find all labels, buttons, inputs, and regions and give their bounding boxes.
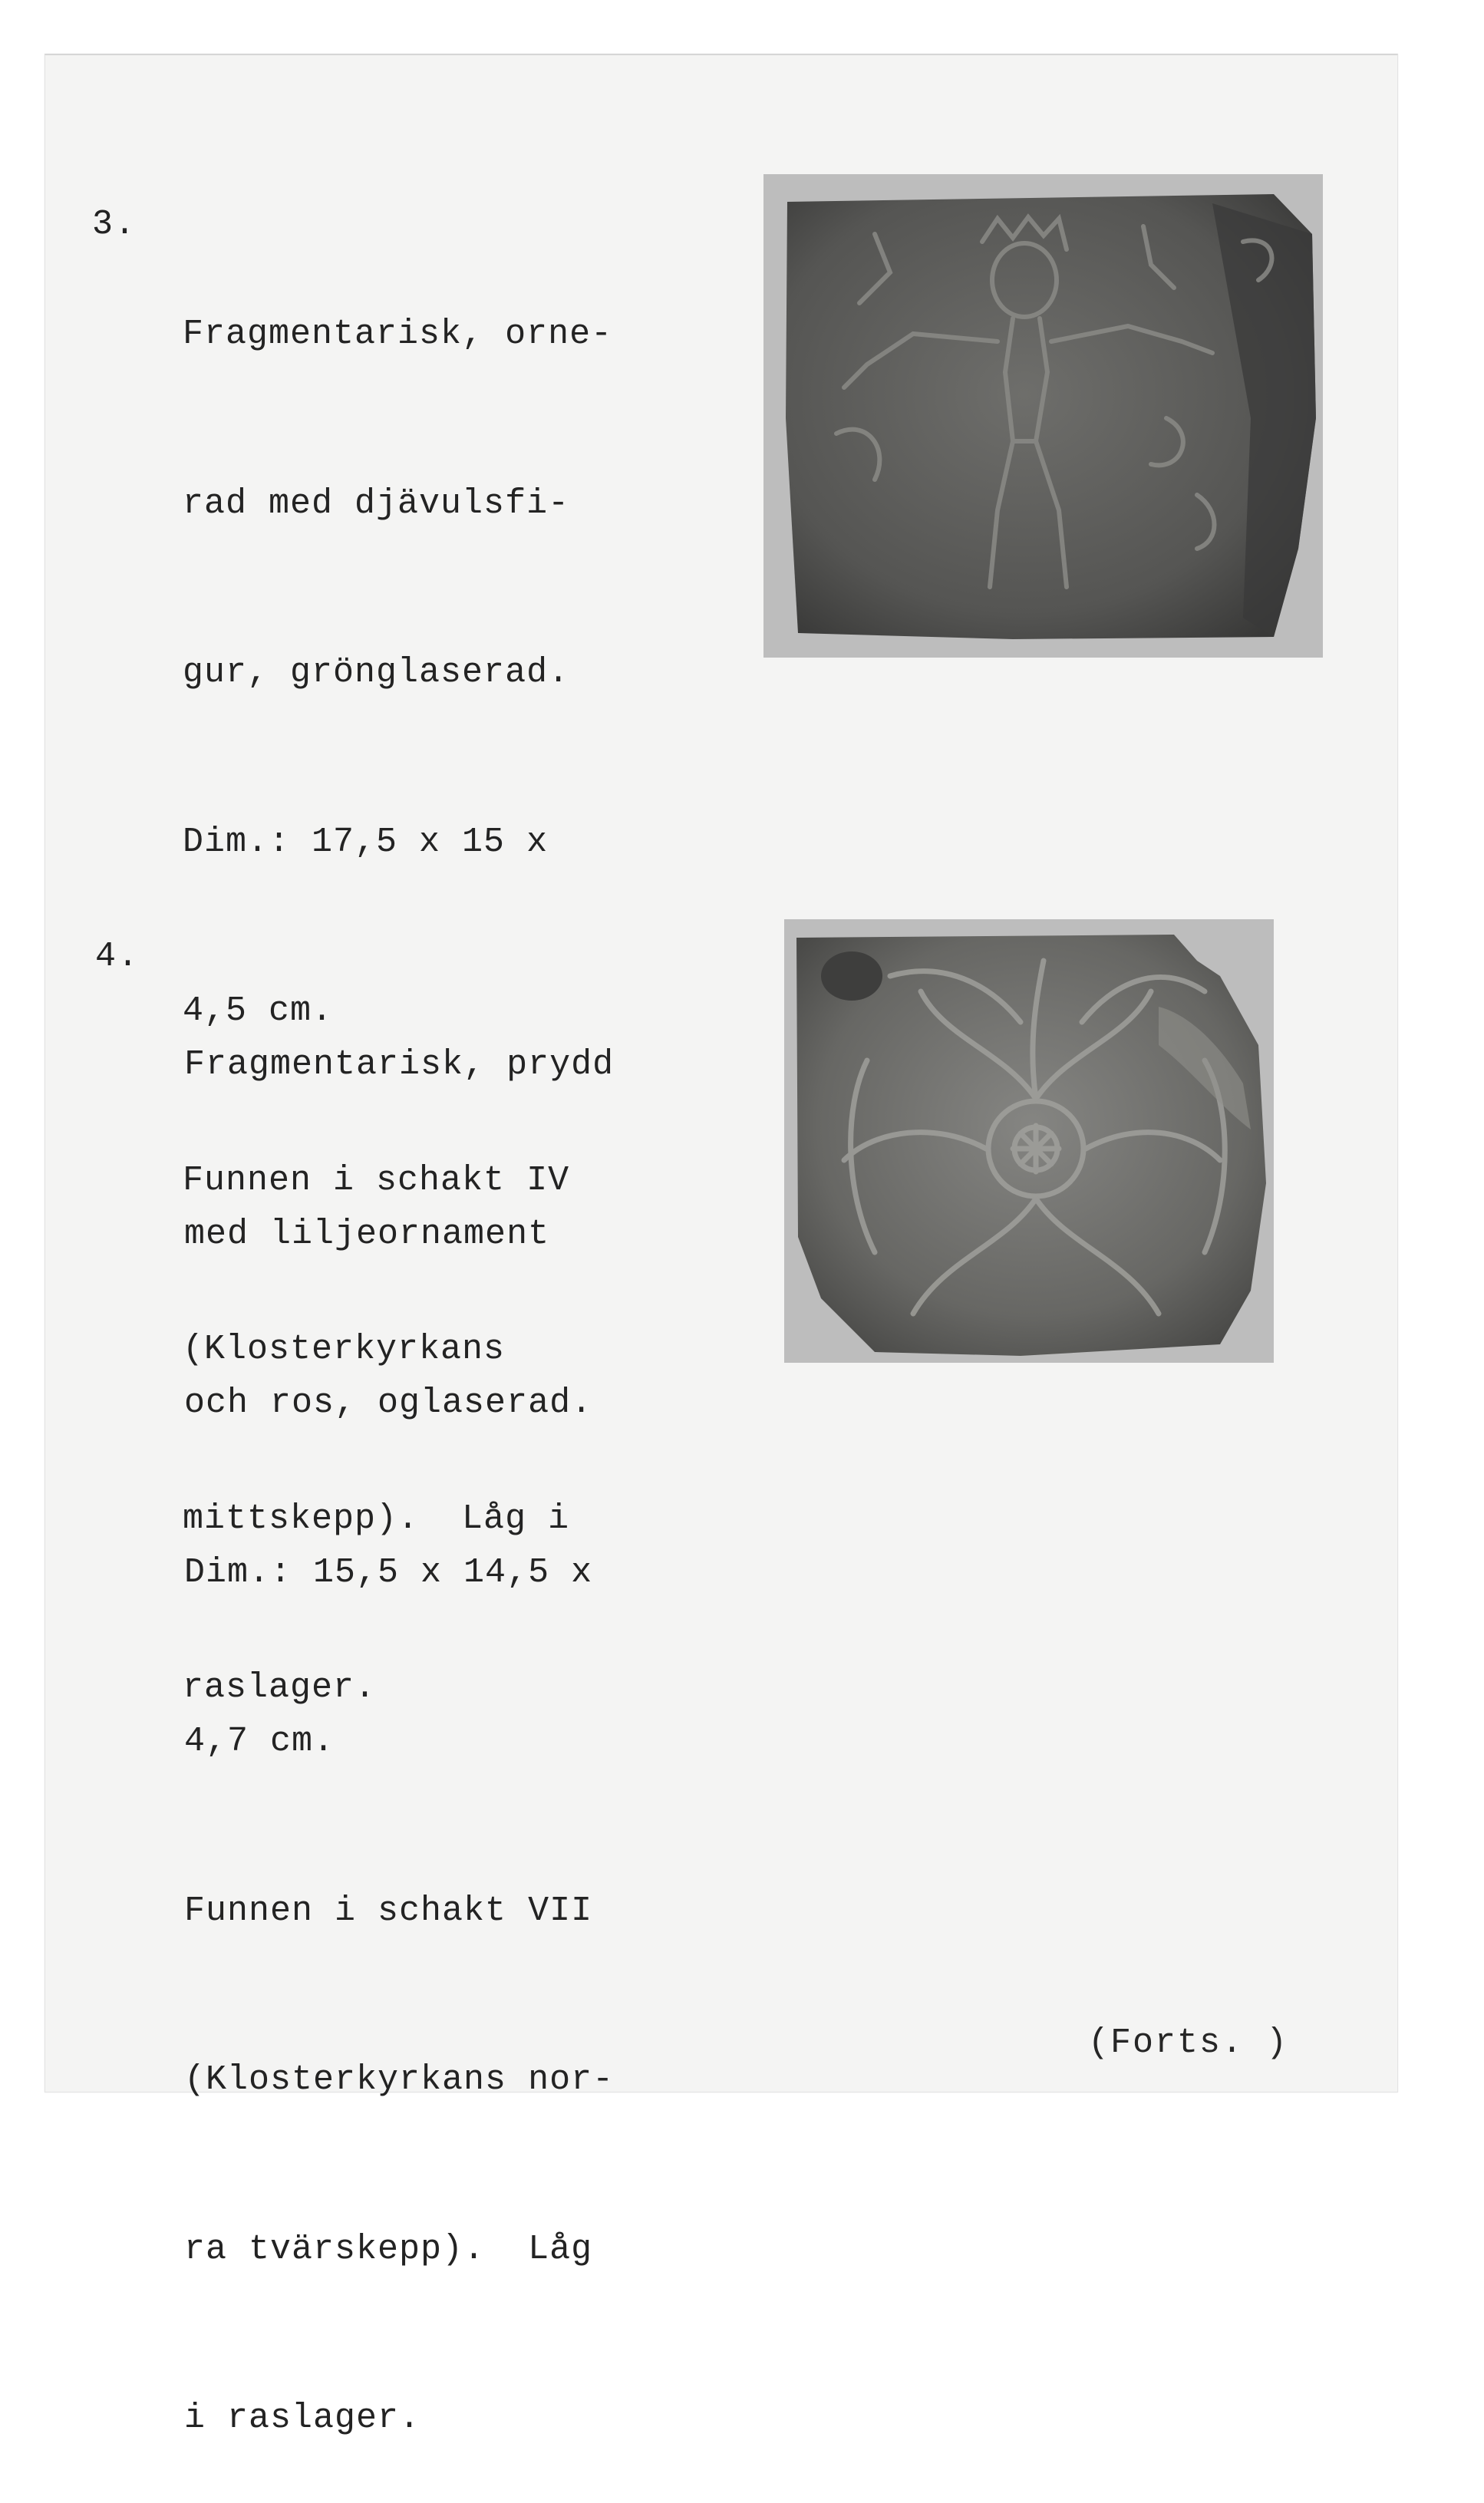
description-line: (Klosterkyrkans nor- bbox=[184, 2060, 615, 2099]
tile-photo-lily-rose bbox=[790, 930, 1270, 1360]
description-line: rad med djävulsfi- bbox=[183, 483, 570, 523]
description-line: gur, grönglaserad. bbox=[183, 653, 570, 692]
entry-number: 3. bbox=[92, 205, 137, 244]
lily-rose-tile-image bbox=[790, 930, 1270, 1360]
description-line: Funnen i schakt IV bbox=[183, 1160, 570, 1200]
description-line: (Klosterkyrkans bbox=[183, 1330, 506, 1369]
description-line: 4,5 cm. bbox=[183, 991, 334, 1031]
continued-label: (Forts. ) bbox=[1088, 2023, 1289, 2063]
description-line: i raslager. bbox=[184, 2399, 421, 2438]
description-line: raslager. bbox=[183, 1668, 377, 1707]
description-line: med liljeornament bbox=[184, 1214, 550, 1254]
description-line: mittskepp). Låg i bbox=[183, 1499, 570, 1538]
description-line: Dim.: 15,5 x 14,5 x bbox=[184, 1552, 593, 1592]
description-line: Fragmentarisk, prydd bbox=[184, 1045, 615, 1084]
description-line: Dim.: 17,5 x 15 x bbox=[183, 822, 549, 862]
description-line: Fragmentarisk, orne- bbox=[183, 315, 613, 354]
devil-figure-tile-image bbox=[783, 188, 1320, 645]
tile-photo-devil-figure bbox=[783, 188, 1320, 645]
description-line: Funnen i schakt VII bbox=[184, 1891, 593, 1931]
entry-description bbox=[184, 924, 614, 2503]
entry-number: 4. bbox=[95, 937, 140, 976]
description-line: ra tvärskepp). Låg bbox=[184, 2229, 593, 2269]
description-line: 4,7 cm. bbox=[184, 1722, 335, 1761]
description-line: och ros, oglaserad. bbox=[184, 1383, 593, 1423]
